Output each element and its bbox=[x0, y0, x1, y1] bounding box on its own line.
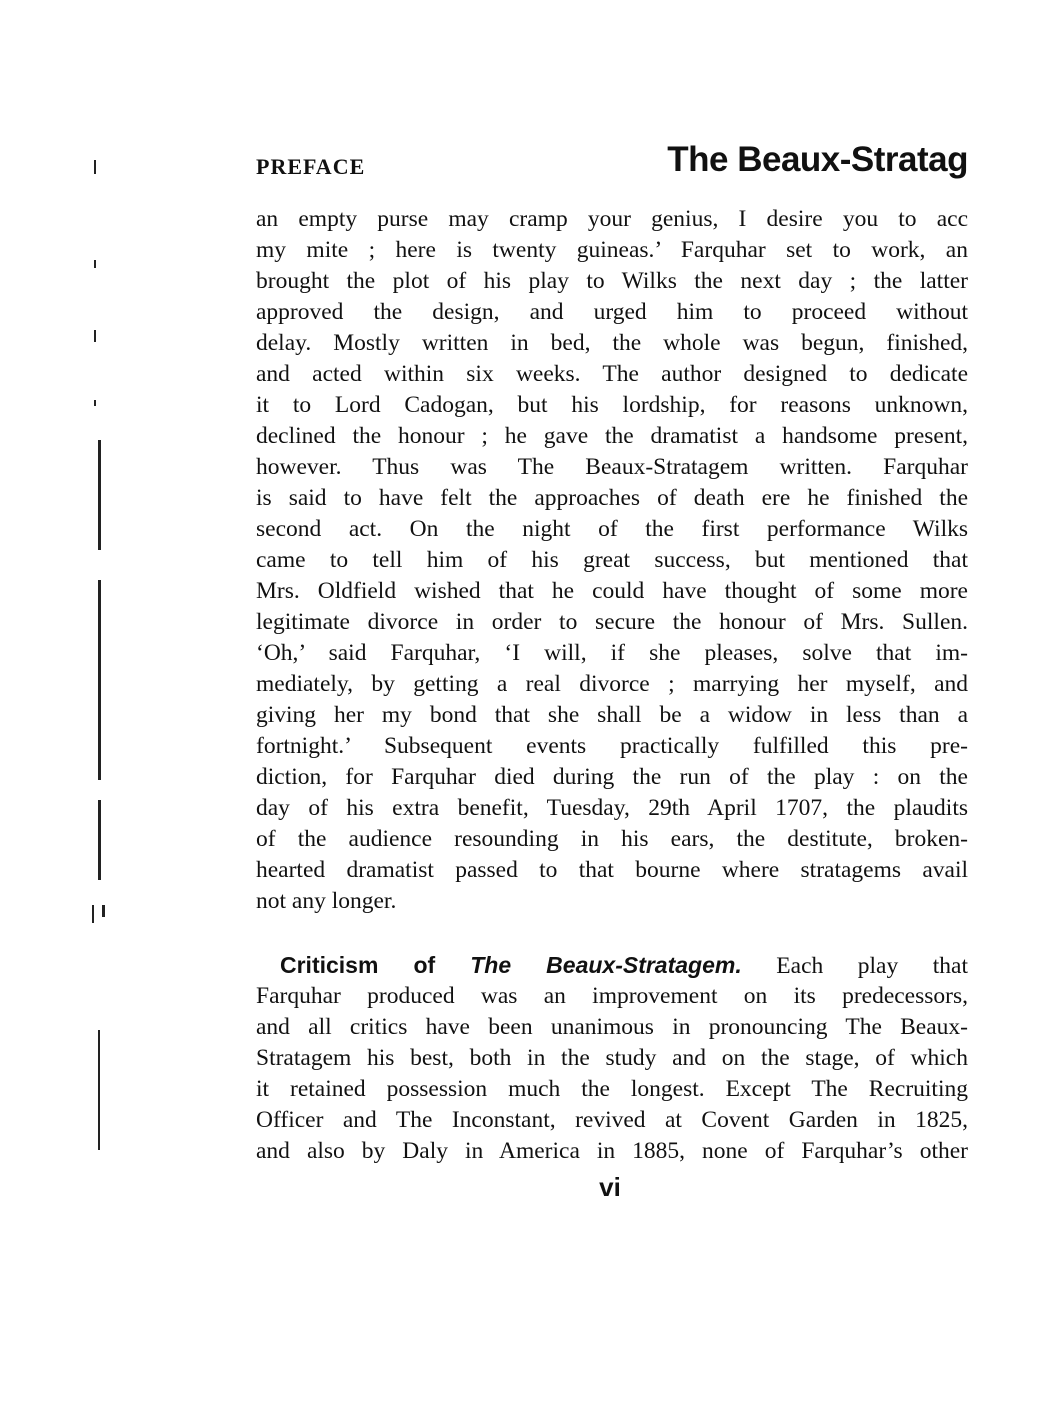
text-line: my mite ; here is twenty guineas.’ Farquhar set to work, an bbox=[256, 237, 968, 263]
text-line: an empty purse may cramp your genius, I desire you to acc bbox=[256, 206, 968, 232]
text-line: mediately, by getting a real divorce ; marrying her myself, and bbox=[256, 671, 968, 697]
text-line: is said to have felt the approaches of death ere he finished the bbox=[256, 485, 968, 511]
text-line: however. Thus was The Beaux-Stratagem written. Farquhar bbox=[256, 454, 968, 480]
text-line: Officer and The Inconstant, revived at Covent Garden in 1825, bbox=[256, 1107, 968, 1133]
scan-margin-artifacts bbox=[80, 150, 120, 1150]
text-line: giving her my bond that she shall be a widow in less than a bbox=[256, 702, 968, 728]
text-line: came to tell him of his great success, but mentioned that bbox=[256, 547, 968, 573]
book-title: The Beaux-Stratag bbox=[667, 140, 968, 179]
paragraph-2 bbox=[256, 950, 968, 1167]
section-heading bbox=[280, 952, 742, 978]
text-line: Mrs. Oldfield wished that he could have thought of some more bbox=[256, 578, 968, 604]
text-line: not any longer. bbox=[256, 888, 397, 914]
text-line: and all critics have been unanimous in pronouncing The Beaux- bbox=[256, 1014, 968, 1040]
text-line: delay. Mostly written in bed, the whole was begun, finished, bbox=[256, 330, 968, 356]
paragraph-2-first-line bbox=[256, 950, 968, 981]
page-number: vi bbox=[599, 1172, 621, 1202]
text-line: approved the design, and urged him to proceed without bbox=[256, 299, 968, 325]
first-line-rest: Each play that bbox=[741, 953, 968, 979]
text-line: it retained possession much the longest. Except The Recruiting bbox=[256, 1076, 968, 1102]
text-line: second act. On the night of the first performance Wilks bbox=[256, 516, 968, 542]
text-line: Farquhar produced was an improvement on its predecessors, bbox=[256, 983, 968, 1009]
text-line: legitimate divorce in order to secure the honour of Mrs. Sullen. bbox=[256, 609, 968, 635]
section-label: PREFACE bbox=[256, 154, 366, 179]
text-line: day of his extra benefit, Tuesday, 29th April 1707, the plaudits bbox=[256, 795, 968, 821]
text-line: declined the honour ; he gave the dramatist a handsome present, bbox=[256, 423, 968, 449]
text-line: and also by Daly in America in 1885, none of Farquhar’s other bbox=[256, 1138, 968, 1164]
text-line: fortnight.’ Subsequent events practically fulfilled this pre- bbox=[256, 733, 968, 759]
running-head bbox=[256, 140, 968, 190]
heading-title: The Beaux-Stratagem. bbox=[470, 952, 742, 978]
text-line: of the audience resounding in his ears, the destitute, broken- bbox=[256, 826, 968, 852]
text-line: Stratagem his best, both in the study and on the stage, of which bbox=[256, 1045, 968, 1071]
text-line: diction, for Farquhar died during the run of the play : on the bbox=[256, 764, 968, 790]
text-line: brought the plot of his play to Wilks the next day ; the latter bbox=[256, 268, 968, 294]
text-line: ‘Oh,’ said Farquhar, ‘I will, if she pleases, solve that im- bbox=[256, 640, 968, 666]
text-line: and acted within six weeks. The author designed to dedicate bbox=[256, 361, 968, 387]
heading-prefix: Criticism of bbox=[280, 952, 471, 978]
paragraph-1 bbox=[256, 204, 968, 917]
text-line: it to Lord Cadogan, but his lordship, for reasons unknown, bbox=[256, 392, 968, 418]
text-line: hearted dramatist passed to that bourne where stratagems avail bbox=[256, 857, 968, 883]
